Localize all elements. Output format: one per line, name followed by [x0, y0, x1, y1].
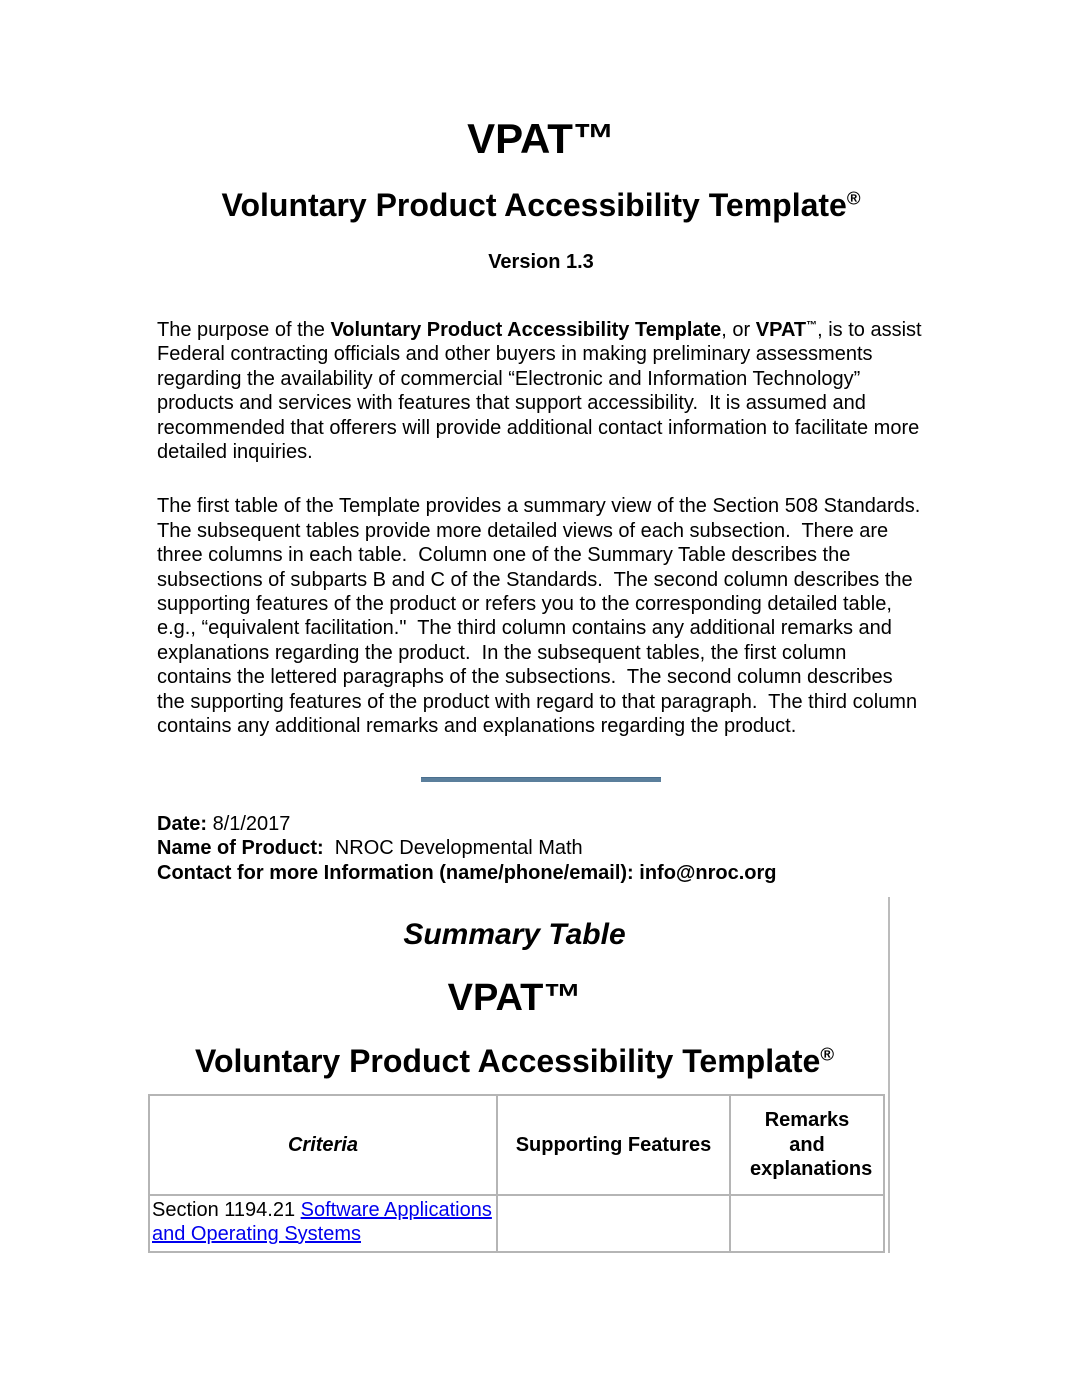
p1-text: , or	[721, 319, 756, 341]
criteria-link[interactable]: Software Applications and Operating Systems	[152, 1198, 492, 1245]
summary-section	[148, 897, 890, 1253]
summary-subtitle-heading	[148, 1042, 881, 1080]
page-subtitle-text: Voluntary Product Accessibility Template	[221, 187, 847, 223]
p1-bold-template: Voluntary Product Accessibility Template	[330, 319, 722, 341]
col-header-remarks-text: Remarks and explanations	[750, 1109, 873, 1181]
criteria-cell	[149, 1195, 497, 1253]
summary-vpat-heading: VPAT™	[447, 977, 582, 1020]
criteria-section-text: Section 1194.21	[152, 1198, 301, 1221]
date-label: Date:	[157, 812, 208, 835]
version-label: Version 1.3	[488, 251, 594, 273]
p1-text: The purpose of the	[157, 319, 331, 341]
col-header-criteria: Criteria	[149, 1095, 497, 1194]
trademark-symbol: ™	[806, 319, 818, 332]
registered-trademark-symbol: ®	[820, 1043, 834, 1065]
table-row	[149, 1195, 884, 1253]
summary-subtitle-text: Voluntary Product Accessibility Template	[194, 1043, 821, 1080]
date-value: 8/1/2017	[207, 812, 291, 835]
summary-table	[148, 1094, 885, 1253]
contact-line	[157, 861, 925, 886]
section-divider	[421, 777, 661, 782]
intro-paragraph-1	[157, 318, 928, 464]
page-subtitle	[157, 186, 925, 224]
product-name-value: NROC Developmental Math	[323, 837, 583, 860]
col-header-remarks	[730, 1095, 884, 1194]
summary-table-header-row	[149, 1095, 884, 1194]
date-line	[157, 812, 925, 837]
p1-text: , is to assist Federal contracting officials and other buyers in making preliminary assessments regarding the availability of commercial “Electronic and Information Technology” products and services with features that support accessibility. It is assumed and recommended that offerers will provide additional contact information to facilitate more detailed inquiries.	[157, 319, 928, 464]
registered-trademark-symbol: ®	[846, 187, 861, 209]
p1-bold-vpat: VPAT™	[755, 319, 818, 341]
product-name-label: Name of Product:	[157, 837, 324, 860]
supporting-features-cell	[497, 1195, 730, 1253]
intro-paragraph-2: The first table of the Template provides a summary view of the Section 508 Standards. The subsequent tables provide more detailed views of each subsection. There are three columns in each table. Column one of the Summary Table describes the subsections of subparts B and C of the Standards. The second column describes the supporting features of the product or refers you to the corresponding detailed table, e.g., “equivalent facilitation." The third column contains any additional remarks and explanations regarding the product. In the subsequent tables, the first column contains the lettered paragraphs of the subsections. The second column describes the supporting features of the product with regard to that paragraph. The third column contains any additional remarks and explanations regarding the product.	[157, 495, 932, 738]
summary-table-heading: Summary Table	[403, 918, 626, 952]
product-name-line	[157, 836, 925, 861]
col-header-supporting-features: Supporting Features	[497, 1095, 730, 1194]
product-info-block	[157, 812, 925, 886]
page-title: VPAT™	[467, 115, 615, 162]
contact-text: Contact for more Information (name/phone/email): info@nroc.org	[157, 861, 777, 884]
remarks-cell	[730, 1195, 884, 1253]
